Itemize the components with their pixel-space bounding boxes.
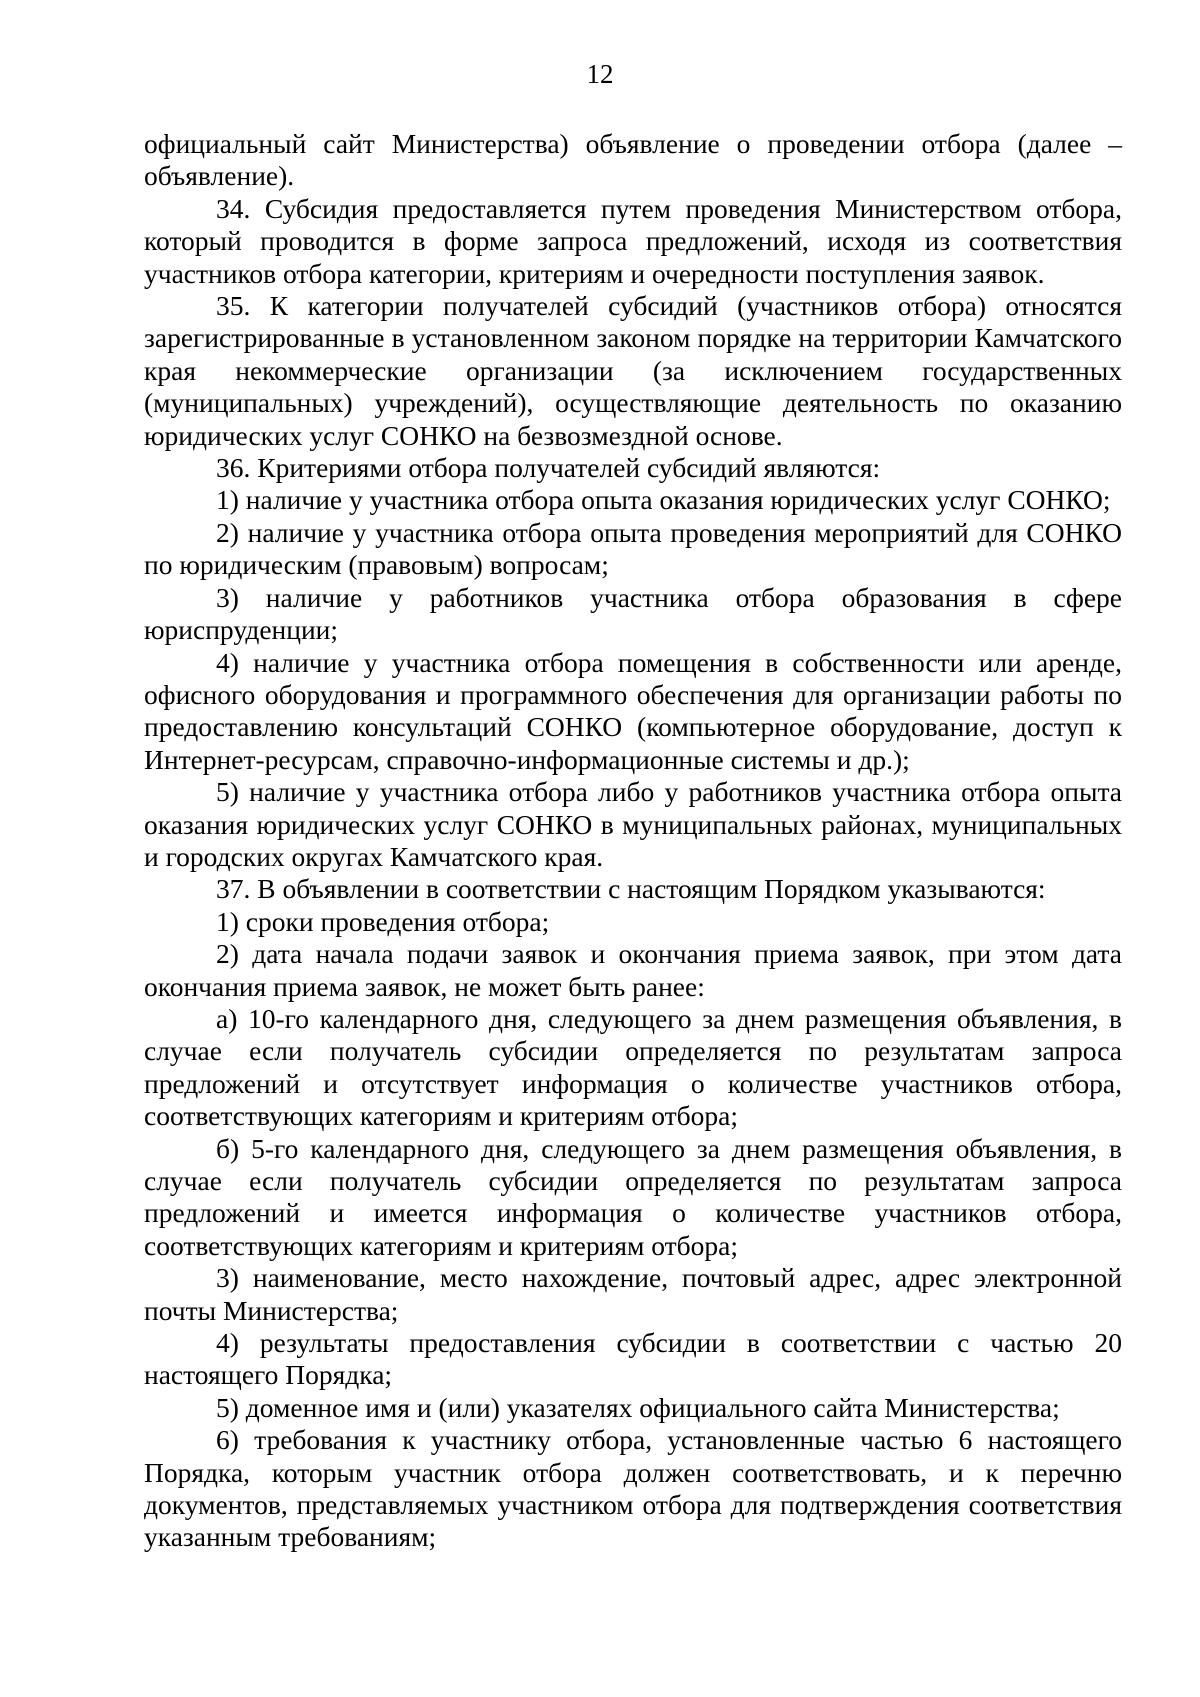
paragraph-37-item-2b: б) 5-го календарного дня, следующего за днем размещения объявления, в случае если получатель субсидии определяется по результатам запроса предложений и имеется информация о количестве участников отбора, соответствующих категориям и критериям отбора; [144,1132,1122,1261]
paragraph-37-item-1: 1) сроки проведения отбора; [216,905,550,937]
paragraph-36-item-1: 1) наличие у участника отбора опыта оказания юридических услуг СОНКО; [216,484,1111,516]
paragraph-37-item-4: 4) результаты предоставления субсидии в соответствии с частью 20 настоящего Порядка; [144,1327,1122,1391]
paragraph-36: 36. Критериями отбора получателей субсидий являются: [216,452,881,484]
paragraph-37-item-3: 3) наименование, место нахождение, почтовый адрес, адрес электронной почты Министерства; [144,1262,1122,1326]
paragraph-continuation: официальный сайт Министерства) объявление о проведении отбора (далее – объявление). [144,128,1122,192]
paragraph-36-item-5: 5) наличие у участника отбора либо у работников участника отбора опыта оказания юридических услуг СОНКО в муниципальных районах, муниципальных и городских округах Камчатского края. [144,776,1122,872]
paragraph-37-item-2: 2) дата начала подачи заявок и окончания приема заявок, при этом дата окончания приема заявок, не может быть ранее: [144,938,1122,1002]
paragraph-36-item-2: 2) наличие у участника отбора опыта проведения мероприятий для СОНКО по юридическим (правовым) вопросам; [144,516,1122,581]
paragraph-36-item-3: 3) наличие у работников участника отбора образования в сфере юриспруденции; [144,581,1122,646]
paragraph-34: 34. Субсидия предоставляется путем проведения Министерством отбора, который проводится в форме запроса предложений, исходя из соответствия участников отбора категории, критериям и очередности поступления заявок. [144,192,1122,289]
paragraph-37-item-5: 5) доменное имя и (или) указателях официального сайта Министерства; [216,1391,1060,1423]
document-body [144,128,1122,1554]
paragraph-37: 37. В объявлении в соответствии с настоящим Порядком указываются: [216,873,1046,905]
paragraph-37-item-2a: а) 10-го календарного дня, следующего за днем размещения объявления, в случае если получатель субсидии определяется по результатам запроса предложений и отсутствует информация о количестве участников отбора, соответствующих категориям и критериям отбора; [144,1002,1122,1132]
paragraph-35: 35. К категории получателей субсидий (участников отбора) относятся зарегистрированные в установленном законом порядке на территории Камчатского края некоммерческие организации (за исключением государственных (муниципальных) учреждений), осуществляющие деятельность по оказанию юридических услуг СОНКО на безвозмездной основе. [144,290,1122,451]
paragraph-36-item-4: 4) наличие у участника отбора помещения в собственности или аренде, офисного оборудования и программного обеспечения для организации работы по предоставлению консультаций СОНКО (компьютерное оборудование, доступ к Интернет-ресурсам, справочно-информационные системы и др.); [144,646,1122,775]
paragraph-37-item-6: 6) требования к участнику отбора, установленные частью 6 настоящего Порядка, которым участник отбора должен соответствовать, и к перечню документов, представляемых участником отбора для подтверждения соответствия указанным требованиям; [144,1424,1122,1553]
page-number: 12 [586,59,614,89]
